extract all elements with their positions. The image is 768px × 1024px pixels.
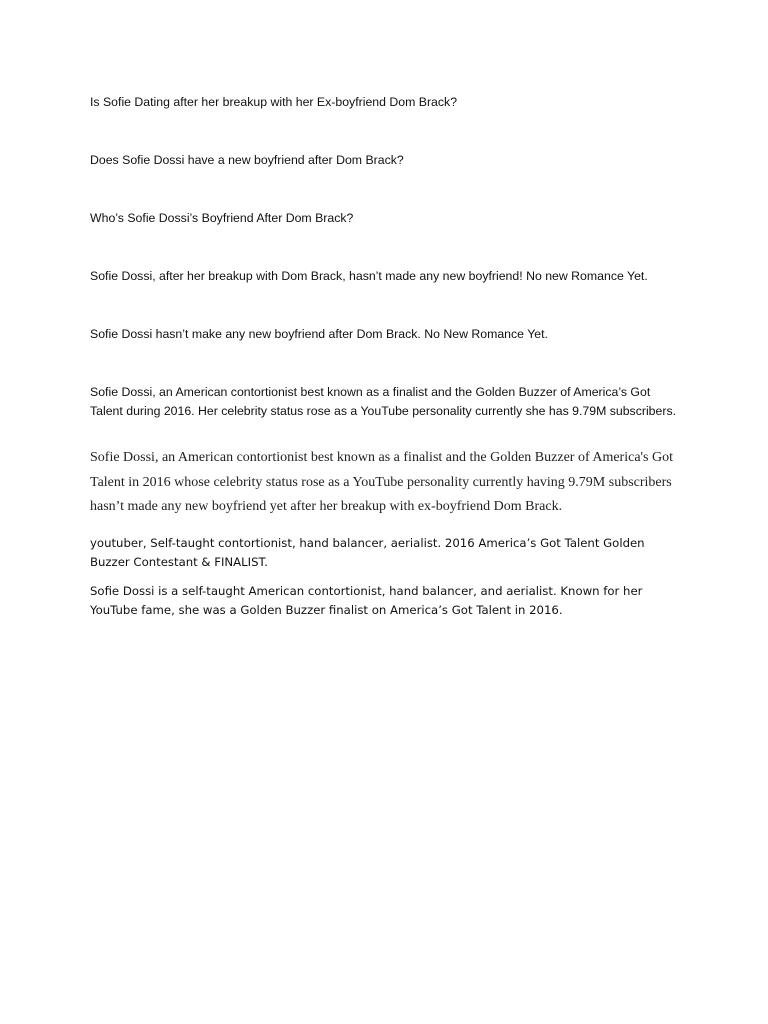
paragraph-bio-agt-2016: Sofie Dossi, an American contortionist best known as a finalist and the Golden Buzzer of America’s Got Talent during 2016. Her celebrity status rose as a YouTube personality currently she has 9.79M subscribers. — [90, 385, 677, 418]
paragraph-profile-tagline: youtuber, Self-taught contortionist, hand balancer, aerialist. 2016 America’s Got Talent Golden Buzzer Contestant & FINALIST. — [90, 536, 645, 569]
paragraph-bio-summary: Sofie Dossi is a self-taught American contortionist, hand balancer, and aerialist. Known for her YouTube fame, she was a Golden Buzzer finalist on America’s Got Talent in 2016. — [90, 584, 643, 617]
paragraph-bio-serif: Sofie Dossi, an American contortionist best known as a finalist and the Golden Buzzer of America's Got Talent in 2016 whose celebrity status rose as a YouTube personality currently having 9.79M subscribers hasn’t made any new boyfriend yet after her breakup with ex-boyfriend Dom Brack. — [90, 450, 674, 514]
paragraph-question-whos-boyfriend: Who’s Sofie Dossi’s Boyfriend After Dom Brack? — [90, 211, 354, 225]
paragraph-answer-no-romance: Sofie Dossi, after her breakup with Dom Brack, hasn’t made any new boyfriend! No new Romance Yet. — [90, 269, 648, 283]
paragraph-answer-no-new-boyfriend: Sofie Dossi hasn’t make any new boyfriend after Dom Brack. No New Romance Yet. — [90, 327, 548, 341]
paragraph-question-dating: Is Sofie Dating after her breakup with her Ex-boyfriend Dom Brack? — [90, 95, 458, 109]
paragraph-question-new-boyfriend: Does Sofie Dossi have a new boyfriend after Dom Brack? — [90, 153, 404, 167]
